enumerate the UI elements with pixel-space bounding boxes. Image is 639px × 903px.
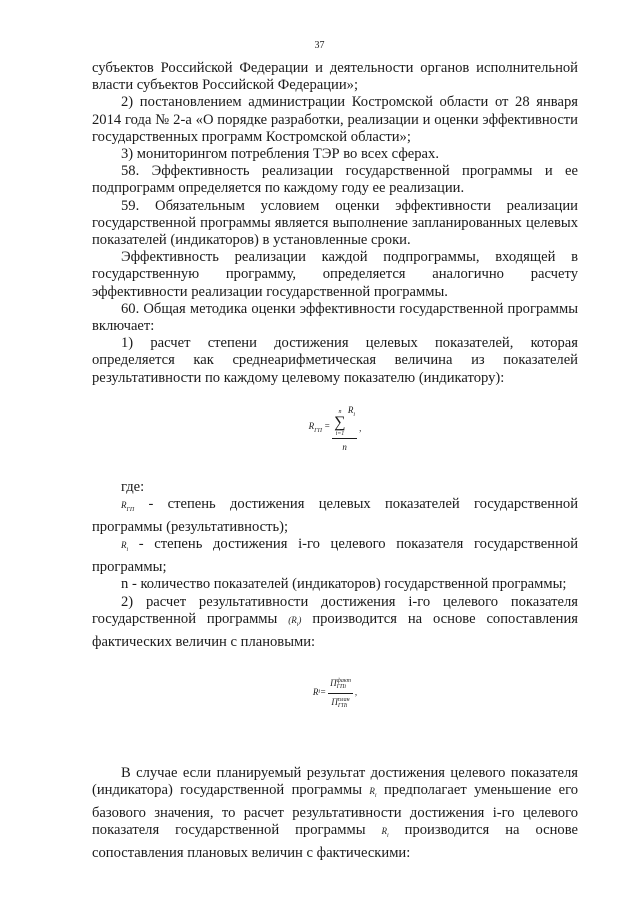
formula-rgp xyxy=(92,404,578,452)
formula-lhs: $R_{ГП}$ = xyxy=(308,420,331,434)
definition-n: n - количество показателей (индикаторов) государственной программы; xyxy=(121,576,567,593)
symbol-ri: $(R_i)$ xyxy=(288,614,302,628)
definition-rgp: $R_{ГП}$ - степень достижения целевых показателей государственной программы (результативность); xyxy=(92,496,578,536)
paragraph: 3) мониторингом потребления ТЭР во всех сферах. xyxy=(121,146,439,163)
paragraph: 58. Эффективность реализации государственной программы и ее подпрограмм определяется по каждому году ее реализации. xyxy=(92,163,578,197)
formula-trailing-comma: , xyxy=(359,423,362,434)
formula-numerator: n ∑ i=1 $R_i$ xyxy=(332,402,357,439)
symbol-ri: $R_i$ xyxy=(381,826,389,840)
paragraph: В случае если планируемый результат достижения целевого показателя (индикатора) государственной программы $R_i$ предполагает уменьшение его базового значения, то расчет результативности достижения i-го целевого показателя государственной программы $R_i$ производится на основе сопоставления плановых величин с фактическими: xyxy=(92,765,578,862)
paragraph: где: xyxy=(121,478,145,495)
paragraph: 2) расчет результативности достижения i-го целевого показателя государственной программы $(R_i)$ производится на основе сопоставления фактических величин с плановыми: xyxy=(92,593,578,650)
paragraph: Эффективность реализации каждой подпрограммы, входящей в государственную программу, определяется аналогично расчету эффективности реализации государственной программы. xyxy=(92,249,578,300)
symbol-ri: $R_i$ xyxy=(121,540,129,554)
formula-fraction xyxy=(328,675,353,710)
formula-fraction xyxy=(332,402,357,456)
paragraph: 1) расчет степени достижения целевых показателей, которая определяется как среднеарифметическая величина из показателей результативности по каждому целевому показателю (индикатору): xyxy=(92,335,578,386)
definition-ri: $R_i$ - степень достижения i-го целевого показателя государственной программы; xyxy=(92,536,578,576)
formula-denominator: n xyxy=(342,441,347,452)
sum-symbol: n ∑ i=1 xyxy=(334,408,346,437)
paragraph: субъектов Российской Федерации и деятельности органов исполнительной власти субъектов Российской Федерации»; xyxy=(92,60,578,94)
formula-ri: R i = П факт ГПi П план ГПi , xyxy=(92,673,578,713)
symbol-rgp: $R_{ГП}$ xyxy=(121,500,135,513)
paragraph: 2) постановлением администрации Костромской области от 28 января 2014 года № 2-а «О порядке разработки, реализации и оценки эффективности государственных программ Костромской области»; xyxy=(92,94,578,145)
symbol-ri: $R_i$ xyxy=(369,786,377,800)
paragraph: 60. Общая методика оценки эффективности государственной программы включает: xyxy=(92,300,578,335)
page-number: 37 xyxy=(314,40,325,51)
document-body xyxy=(92,60,578,863)
formula-denominator: П план ГПi xyxy=(331,696,350,709)
formula-numerator: П факт ГПi xyxy=(328,675,353,693)
paragraph: 59. Обязательным условием оценки эффективности реализации государственной программы является выполнение запланированных целевых показателей (индикаторов) в установленные сроки. xyxy=(92,197,578,249)
